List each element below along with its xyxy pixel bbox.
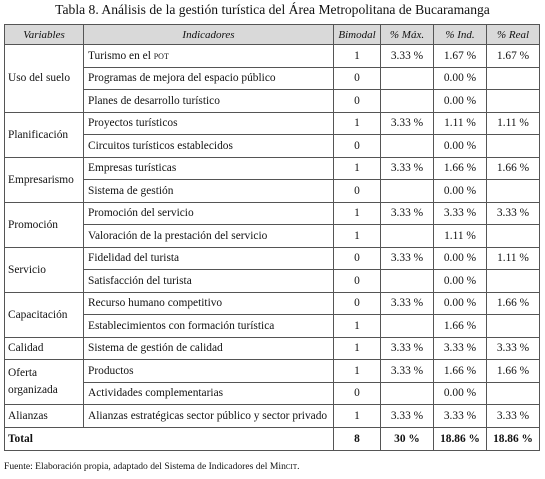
table-row [5,157,540,180]
table-row [5,247,540,270]
table-row [5,45,540,68]
bimodal-cell: 0 [334,270,381,293]
table-row [5,67,540,90]
tourism-management-table [4,24,540,451]
max-percent-cell: 3.33 % [381,157,434,180]
real-percent-cell [487,180,540,203]
max-percent-cell [381,382,434,405]
real-percent-cell [487,270,540,293]
total-max-percent: 30 % [381,427,434,450]
indicator-cell: Fidelidad del turista [84,247,334,270]
real-percent-cell: 1.66 % [487,360,540,383]
ind-percent-cell: 0.00 % [434,270,487,293]
real-percent-cell: 1.66 % [487,292,540,315]
table-title: Tabla 8. Análisis de la gestión turística del Área Metropolitana de Bucaramanga [55,2,490,17]
indicator-cell: Valoración de la prestación del servicio [84,225,334,248]
bimodal-cell: 1 [334,360,381,383]
table-row [5,315,540,338]
ind-percent-cell: 0.00 % [434,180,487,203]
max-percent-cell: 3.33 % [381,405,434,428]
bimodal-cell: 0 [334,180,381,203]
variable-cell: Capacitación [5,292,84,337]
table-row [5,337,540,360]
real-percent-cell [487,315,540,338]
variable-cell: Promoción [5,202,84,247]
total-real-percent: 18.86 % [487,427,540,450]
max-percent-cell [381,270,434,293]
ind-percent-cell: 0.00 % [434,292,487,315]
indicator-cell: Sistema de gestión [84,180,334,203]
variable-cell: Uso del suelo [5,45,84,113]
real-percent-cell [487,90,540,113]
source-prefix: Fuente: Elaboración propia, adaptado del Sistema de Indicadores del Min [4,461,286,472]
ind-percent-cell: 1.11 % [434,112,487,135]
table-row [5,360,540,383]
indicator-cell: Proyectos turísticos [84,112,334,135]
total-label: Total [5,427,334,450]
real-percent-cell: 1.67 % [487,45,540,68]
bimodal-cell: 0 [334,382,381,405]
table-row [5,405,540,428]
variable-cell: Empresarismo [5,157,84,202]
indicator-cell: Planes de desarrollo turístico [84,90,334,113]
max-percent-cell: 3.33 % [381,202,434,225]
ind-percent-cell: 1.67 % [434,45,487,68]
max-percent-cell [381,135,434,158]
max-percent-cell: 3.33 % [381,112,434,135]
ind-percent-cell: 1.66 % [434,157,487,180]
ind-percent-cell: 3.33 % [434,405,487,428]
indicator-cell: Sistema de gestión de calidad [84,337,334,360]
table-row [5,180,540,203]
header-ind: % Ind. [434,25,487,45]
bimodal-cell: 0 [334,292,381,315]
variable-cell: Servicio [5,247,84,292]
max-percent-cell [381,67,434,90]
max-percent-cell: 3.33 % [381,292,434,315]
ind-percent-cell: 0.00 % [434,247,487,270]
table-row [5,90,540,113]
table-row [5,135,540,158]
ind-percent-cell: 0.00 % [434,90,487,113]
table-row [5,292,540,315]
indicator-cell: Circuitos turísticos establecidos [84,135,334,158]
real-percent-cell: 1.66 % [487,157,540,180]
max-percent-cell: 3.33 % [381,337,434,360]
table-body [5,45,540,451]
variable-cell: Alianzas [5,405,84,428]
header-bimodal: Bimodal [334,25,381,45]
ind-percent-cell: 3.33 % [434,337,487,360]
real-percent-cell: 3.33 % [487,202,540,225]
bimodal-cell: 1 [334,202,381,225]
indicator-cell: Promoción del servicio [84,202,334,225]
real-percent-cell: 3.33 % [487,405,540,428]
indicator-cell: Satisfacción del turista [84,270,334,293]
total-ind-percent: 18.86 % [434,427,487,450]
indicator-cell [84,45,334,68]
table-row [5,225,540,248]
bimodal-cell: 0 [334,135,381,158]
real-percent-cell: 1.11 % [487,247,540,270]
bimodal-cell: 1 [334,157,381,180]
bimodal-cell: 0 [334,247,381,270]
real-percent-cell [487,67,540,90]
real-percent-cell [487,382,540,405]
max-percent-cell: 3.33 % [381,45,434,68]
variable-cell: Planificación [5,112,84,157]
bimodal-cell: 0 [334,67,381,90]
source-suffix: . [297,461,300,472]
max-percent-cell [381,180,434,203]
max-percent-cell: 3.33 % [381,247,434,270]
table-row [5,202,540,225]
indicator-cell: Recurso humano competitivo [84,292,334,315]
variable-cell: Oferta organizada [5,360,84,405]
max-percent-cell: 3.33 % [381,360,434,383]
indicator-cell: Programas de mejora del espacio público [84,67,334,90]
ind-percent-cell: 0.00 % [434,135,487,158]
indicator-cell: Empresas turísticas [84,157,334,180]
max-percent-cell [381,225,434,248]
ind-percent-cell: 0.00 % [434,67,487,90]
header-variables: Variables [5,25,84,45]
ind-percent-cell: 0.00 % [434,382,487,405]
header-row [5,25,540,45]
bimodal-cell: 1 [334,337,381,360]
indicator-text: Turismo en el [88,49,154,62]
indicator-cell: Establecimientos con formación turística [84,315,334,338]
table-row [5,382,540,405]
max-percent-cell [381,315,434,338]
max-percent-cell [381,90,434,113]
real-percent-cell [487,225,540,248]
variable-cell: Calidad [5,337,84,360]
header-indicadores: Indicadores [84,25,334,45]
total-row [5,427,540,450]
ind-percent-cell: 1.66 % [434,315,487,338]
ind-percent-cell: 1.11 % [434,225,487,248]
ind-percent-cell: 1.66 % [434,360,487,383]
bimodal-cell: 1 [334,112,381,135]
indicator-cell: Alianzas estratégicas sector público y sector privado [84,405,334,428]
source-note [4,461,300,472]
table-row [5,270,540,293]
indicator-cell: Productos [84,360,334,383]
source-acronym: cit [285,461,298,472]
bimodal-cell: 1 [334,225,381,248]
header-real: % Real [487,25,540,45]
bimodal-cell: 1 [334,45,381,68]
real-percent-cell: 1.11 % [487,112,540,135]
header-max: % Máx. [381,25,434,45]
real-percent-cell [487,135,540,158]
total-bimodal: 8 [334,427,381,450]
table-row [5,112,540,135]
indicator-cell: Actividades complementarias [84,382,334,405]
bimodal-cell: 1 [334,405,381,428]
indicator-acronym: pot [153,49,169,62]
bimodal-cell: 1 [334,315,381,338]
real-percent-cell: 3.33 % [487,337,540,360]
bimodal-cell: 0 [334,90,381,113]
ind-percent-cell: 3.33 % [434,202,487,225]
